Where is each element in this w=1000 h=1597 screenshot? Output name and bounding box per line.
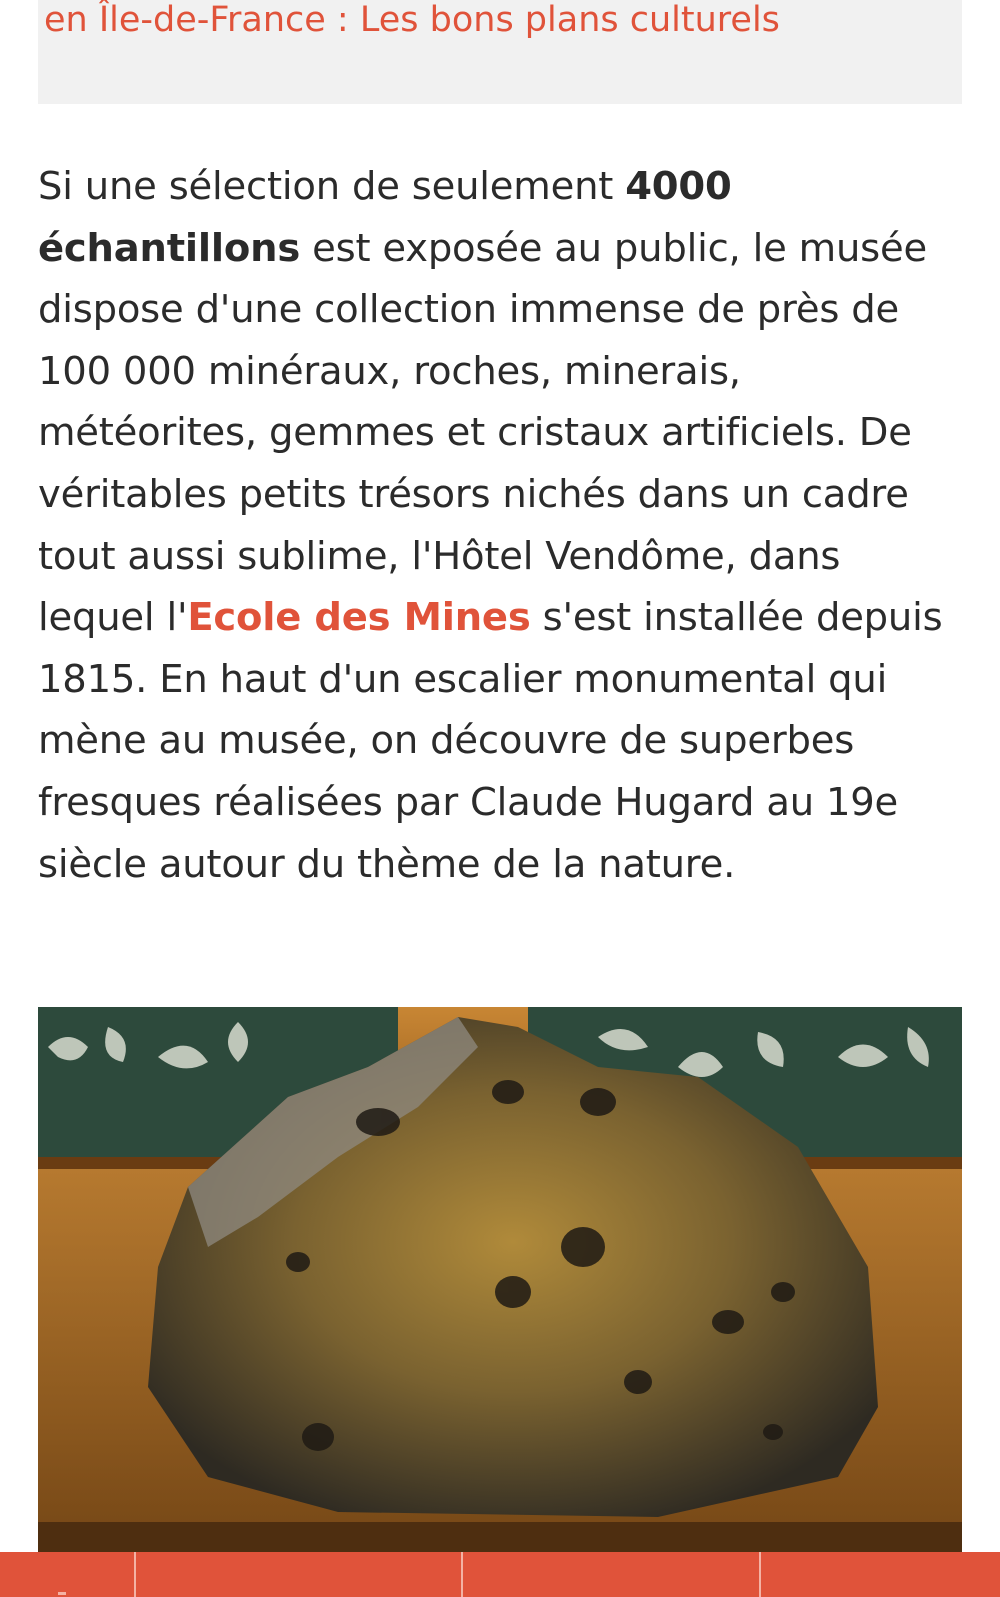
article-text-part: s'est installée depuis 1815. En haut d'un escalier monumental qui mène au musée, on découvre de superbes fresques réalisées par Claude Hugard au 19e siècle autour du thème de la nature. — [38, 595, 943, 887]
article-bold-text: 4000 échantillons — [38, 164, 732, 271]
bottom-bar-tab-4[interactable] — [761, 1552, 1000, 1597]
article-paragraph — [38, 156, 968, 895]
tab-indicator-mark — [58, 1592, 66, 1595]
article-text-part: Si une sélection de seulement — [38, 164, 626, 209]
ecole-des-mines-link[interactable]: Ecole des Mines — [187, 595, 531, 641]
meteorite-illustration — [38, 1007, 962, 1552]
bottom-bar-tab-3[interactable] — [463, 1552, 761, 1597]
bottom-bar-tab-1[interactable] — [0, 1552, 136, 1597]
meteorite-photo — [38, 1007, 962, 1552]
bottom-bar-tab-2[interactable] — [136, 1552, 463, 1597]
article-text-part: est exposée au public, le musée dispose d'une collection immense de près de 100 000 minéraux, roches, minerais, météorites, gemmes et cristaux artificiels. De véritables petits trésors nichés dans un cadre tout aussi sublime, l'Hôtel Vendôme, dans lequel l' — [38, 225, 927, 641]
bottom-navigation-bar — [0, 1552, 1000, 1597]
related-article-link[interactable]: en Île-de-France : Les bons plans culturels — [44, 0, 780, 40]
